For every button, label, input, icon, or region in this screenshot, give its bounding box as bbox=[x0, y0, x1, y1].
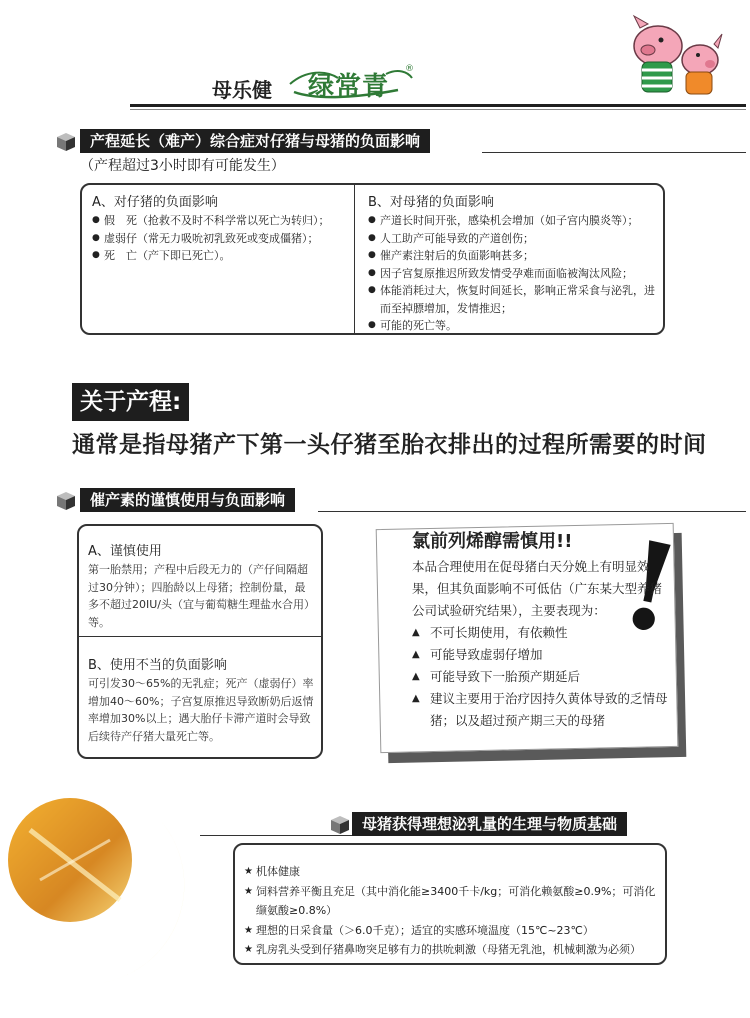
section-note: （产程超过3小时即有可能发生） bbox=[80, 158, 285, 174]
labor-definition: 通常是指母猪产下第一头仔猪至胎衣排出的过程所需要的时间 bbox=[72, 432, 707, 458]
list-item: ● 死 亡（产下即已死亡）。 bbox=[92, 247, 347, 265]
warning-title: 氯前列烯醇需慎用!! bbox=[412, 531, 573, 552]
list-item: ★ 机体健康 bbox=[244, 862, 662, 882]
list-item: ★ 理想的日采食量（＞6.0千克）；适宜的实感环境温度（15℃~23℃） bbox=[244, 921, 662, 941]
heading-rule bbox=[482, 152, 746, 153]
list-item: ● 因子宫复原推迟所致发情受孕难而面临被淘汰风险； bbox=[368, 265, 658, 283]
section-heading-oxytocin: 催产素的谨慎使用与负面影响 bbox=[80, 488, 295, 512]
heading-rule bbox=[318, 511, 746, 512]
list-item: ● 体能消耗过大，恢复时间延长，影响正常采食与泌乳，进而至掉膘增加，发情推迟； bbox=[368, 282, 658, 317]
header-rule bbox=[130, 104, 746, 107]
careful-use-title: A、谨慎使用 bbox=[88, 544, 162, 559]
careful-use-text: 第一胎禁用；产程中后段无力的（产仔间隔超过30分钟）；四胎龄以上母猪；控制份量，最多不超过20IU/头（宜与葡萄糖生理盐水合用）等。 bbox=[88, 563, 310, 629]
list-item: ● 产道长时间开张，感染机会增加（如子宫内膜炎等）； bbox=[368, 212, 658, 230]
cube-bullet-icon bbox=[330, 815, 350, 835]
header-rule-thin bbox=[130, 109, 746, 110]
sow-effects-list bbox=[368, 212, 658, 335]
box-divider bbox=[79, 636, 321, 637]
misuse-title: B、使用不当的负面影响 bbox=[88, 658, 227, 673]
piglet-effects-column bbox=[92, 191, 347, 265]
list-item: ★ 乳房乳头受到仔猪鼻吻突足够有力的拱吮刺激（母猪无乳池，机械刺激为必须） bbox=[244, 940, 662, 960]
list-item: ▲ 不可长期使用，有依赖性 bbox=[412, 622, 670, 644]
exclamation-icon: ! bbox=[610, 513, 691, 662]
registered-mark: ® bbox=[405, 64, 414, 74]
misuse-text: 可引发30～65%的无乳症；死产（虚弱仔）率增加40～60%；子宫复原推迟导致断奶后返情率增加30%以上；遇大胎仔卡滞产道时会导致后续待产仔猪大量死亡等。 bbox=[88, 677, 314, 743]
heading-rule bbox=[200, 835, 352, 836]
list-item: ▲ 建议主要用于治疗因持久黄体导致的乏情母猪；以及超过预产期三天的母猪 bbox=[412, 688, 670, 732]
warning-body: 本品合理使用在促母猪白天分娩上有明显效果，但其负面影响不可低估（广东某大型养猪公司试验研究结果），主要表现为： bbox=[412, 559, 663, 618]
crescent-bottle-illustration bbox=[0, 790, 200, 990]
sow-effects-column bbox=[368, 191, 658, 335]
piglet-effects-title: A、对仔猪的负面影响 bbox=[92, 195, 218, 210]
list-item: ● 可能的死亡等。 bbox=[368, 317, 658, 335]
list-item: ● 虚弱仔（常无力吸吮初乳致死或变成僵猪）； bbox=[92, 230, 347, 248]
lactation-list bbox=[244, 862, 662, 960]
brand-logo bbox=[286, 64, 416, 100]
careful-use-block bbox=[88, 540, 314, 631]
list-item: ▲ 可能导致下一胎预产期延后 bbox=[412, 666, 670, 688]
cube-bullet-icon bbox=[56, 491, 76, 511]
warning-list bbox=[412, 622, 670, 732]
list-item: ▲ 可能导致虚弱仔增加 bbox=[412, 644, 670, 666]
sow-effects-title: B、对母猪的负面影响 bbox=[368, 195, 494, 210]
section-heading-lactation: 母猪获得理想泌乳量的生理与物质基础 bbox=[352, 812, 627, 836]
box-divider bbox=[354, 185, 355, 333]
list-item: ● 催产素注射后的负面影响甚多； bbox=[368, 247, 658, 265]
about-label: 关于产程: bbox=[72, 383, 189, 421]
misuse-block bbox=[88, 654, 314, 745]
pig-mascot-icon bbox=[618, 8, 728, 100]
piglet-effects-list bbox=[92, 212, 347, 265]
cube-bullet-icon bbox=[56, 132, 76, 152]
list-item: ● 人工助产可能导致的产道创伤； bbox=[368, 230, 658, 248]
list-item: ● 假 死（抢救不及时不科学常以死亡为转归）； bbox=[92, 212, 347, 230]
list-item: ★ 饲料营养平衡且充足（其中消化能≥3400千卡/kg；可消化赖氨酸≥0.9%；可消化缬氨酸≥0.8%） bbox=[244, 882, 662, 921]
logo-text: 绿常青 bbox=[308, 72, 390, 102]
brand-name: 母乐健 bbox=[212, 78, 272, 102]
section-heading-prolonged-labor: 产程延长（难产）综合症对仔猪与母猪的负面影响 bbox=[80, 129, 430, 153]
